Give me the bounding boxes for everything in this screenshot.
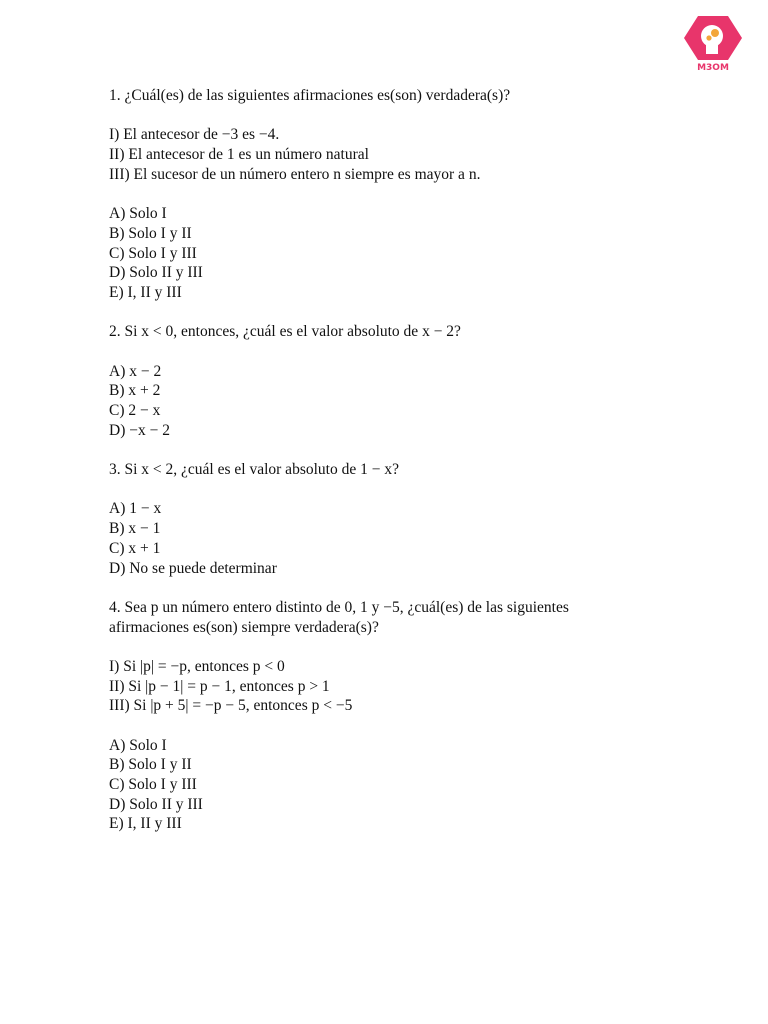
question-1-prompt: 1. ¿Cuál(es) de las siguientes afirmaciones es(son) verdadera(s)? <box>109 87 511 104</box>
question-2-option-b: B) x + 2 <box>109 382 161 400</box>
question-4-option-b: B) Solo I y II <box>109 756 192 774</box>
question-1-option-b: B) Solo I y II <box>109 224 192 242</box>
logo-neck-shape <box>706 44 718 54</box>
question-1-option-d: D) Solo II y III <box>109 264 203 282</box>
logo-gear-icon <box>711 29 719 37</box>
question-4-statement-3: III) Si |p + 5| = −p − 5, entonces p < −5 <box>109 697 353 715</box>
question-4-prompt-line-1: 4. Sea p un número entero distinto de 0, 1 y −5, ¿cuál(es) de las siguientes <box>109 598 569 616</box>
question-1-statement-2: II) El antecesor de 1 es un número natural <box>109 146 369 164</box>
question-4-statement-1: I) Si |p| = −p, entonces p < 0 <box>109 657 285 675</box>
question-2-option-c: C) 2 − x <box>109 402 161 419</box>
question-3-option-a: A) 1 − x <box>109 500 162 518</box>
question-1-option-e: E) I, II y III <box>109 283 182 301</box>
question-2-option-d: D) −x − 2 <box>109 421 170 439</box>
logo-gear-small-icon <box>706 35 711 40</box>
question-4-option-a: A) Solo I <box>109 736 167 754</box>
logo-text: M3OM <box>697 63 729 72</box>
question-4-option-d: D) Solo II y III <box>109 795 203 813</box>
question-3-option-c: C) x + 1 <box>109 539 161 557</box>
question-4-option-c: C) Solo I y III <box>109 776 197 794</box>
question-2-prompt: 2. Si x < 0, entonces, ¿cuál es el valor absoluto de x − 2? <box>109 323 461 341</box>
question-2-option-a: A) x − 2 <box>109 362 162 380</box>
question-1-statement-1: I) El antecesor de −3 es −4. <box>109 126 280 144</box>
question-3-prompt: 3. Si x < 2, ¿cuál es el valor absoluto de 1 − x? <box>109 461 399 479</box>
question-4-prompt-line-2: afirmaciones es(son) siempre verdadera(s)? <box>109 618 379 636</box>
exercise-list <box>109 86 669 834</box>
question-3-option-b: B) x − 1 <box>109 520 161 538</box>
question-4-option-e: E) I, II y III <box>109 815 182 833</box>
question-1-option-a: A) Solo I <box>109 205 167 223</box>
question-1-statement-3: III) El sucesor de un número entero n siempre es mayor a n. <box>109 165 481 183</box>
logo-head-shape <box>701 25 723 47</box>
m3om-logo <box>682 14 744 72</box>
question-4-statement-2: II) Si |p − 1| = p − 1, entonces p > 1 <box>109 677 330 695</box>
question-1-option-c: C) Solo I y III <box>109 244 197 262</box>
question-3-option-d: D) No se puede determinar <box>109 559 277 577</box>
